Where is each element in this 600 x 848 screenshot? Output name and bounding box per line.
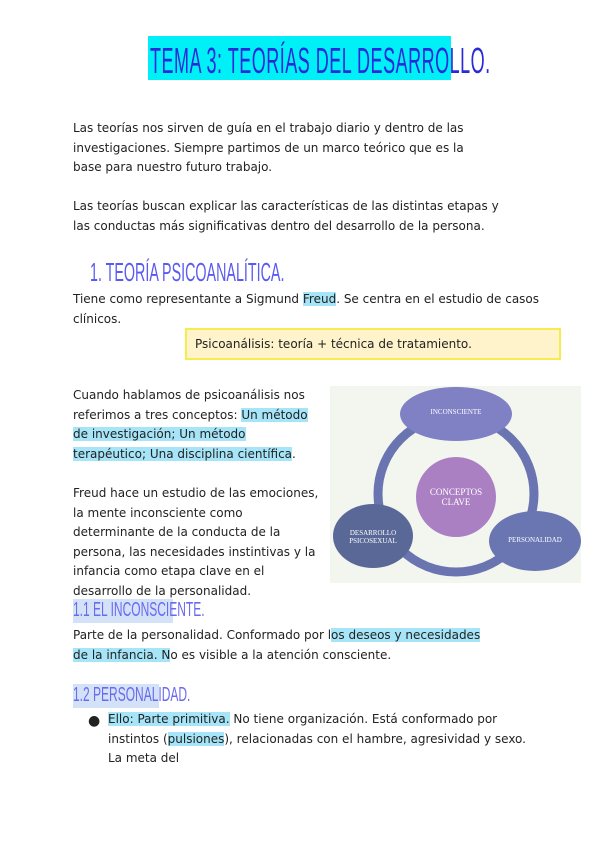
intro-paragraph-1: Las teorías nos sirven de guía en el trabajo diario y dentro de las investigaciones. Siempre partimos de un marco teórico que es la base para nuestro futuro trabajo. (73, 121, 464, 174)
node-right-label: PERSONALIDAD (508, 536, 562, 544)
heading-text: 1.1 EL INCONSCIENTE. (73, 599, 205, 621)
subsection-heading-inconsciente (73, 599, 205, 623)
text: . Se centra en el estudio de casos clínicos. (73, 292, 540, 326)
node-left-label: DESARROLLO PSICOSEXUAL (349, 529, 397, 545)
text: Cuando hablamos de psicoanálisis nos referimos a tres conceptos: (73, 388, 305, 422)
inconsciente-paragraph (73, 626, 493, 665)
node-top-label: INCONSCIENTE (430, 408, 482, 416)
title-text: TEMA 3: TEORÍAS DEL DESARROLLO. (150, 40, 491, 81)
heading-text: 1.2 PERSONALIDAD. (73, 684, 191, 706)
highlight: Freud (302, 292, 337, 306)
highlight: Ello: Parte primitiva. (108, 712, 230, 726)
document-title (148, 36, 491, 81)
highlight: os deseos y necesidades de la infancia. N (73, 628, 481, 662)
highlight: pulsiones (167, 731, 225, 746)
node-center-label: CONCEPTOS CLAVE (429, 487, 483, 507)
ello-bullet (108, 710, 528, 769)
subsection-heading-personalidad (73, 684, 191, 708)
representative-paragraph (73, 290, 553, 329)
text: ), relacionadas con el hambre, agresividad y sexo. La meta del (108, 731, 526, 765)
intro-paragraph-2: Las teorías buscan explicar las características de las distintas etapas y las conductas más significativas dentro del desarrollo de la persona. (73, 199, 499, 233)
concepts-diagram (330, 386, 581, 583)
text: No tiene organización. Está conformado por instintos ( (108, 712, 498, 746)
bullet-icon: ● (88, 713, 101, 729)
note-box (185, 328, 561, 360)
highlight: Un método de investigación; Un método terapéutico; Una disciplina científica (73, 407, 308, 461)
section-heading: 1. TEORÍA PSICOANALÍTICA. (90, 257, 285, 287)
text: Parte de la personalidad. Conformado por l (73, 628, 332, 642)
note-text: Psicoanálisis: teoría + técnica de tratamiento. (195, 337, 472, 351)
text: Tiene como representante a Sigmund (73, 292, 303, 306)
text: . (292, 446, 296, 461)
freud-paragraph: Freud hace un estudio de las emociones, la mente inconsciente como determinante de la conducta de la persona, las necesidades instintivas y la infancia como etapa clave en el desarrollo de la personalidad. (73, 486, 319, 598)
concepts-paragraph (73, 386, 318, 464)
text: o es visible a la atención consciente. (170, 647, 392, 662)
